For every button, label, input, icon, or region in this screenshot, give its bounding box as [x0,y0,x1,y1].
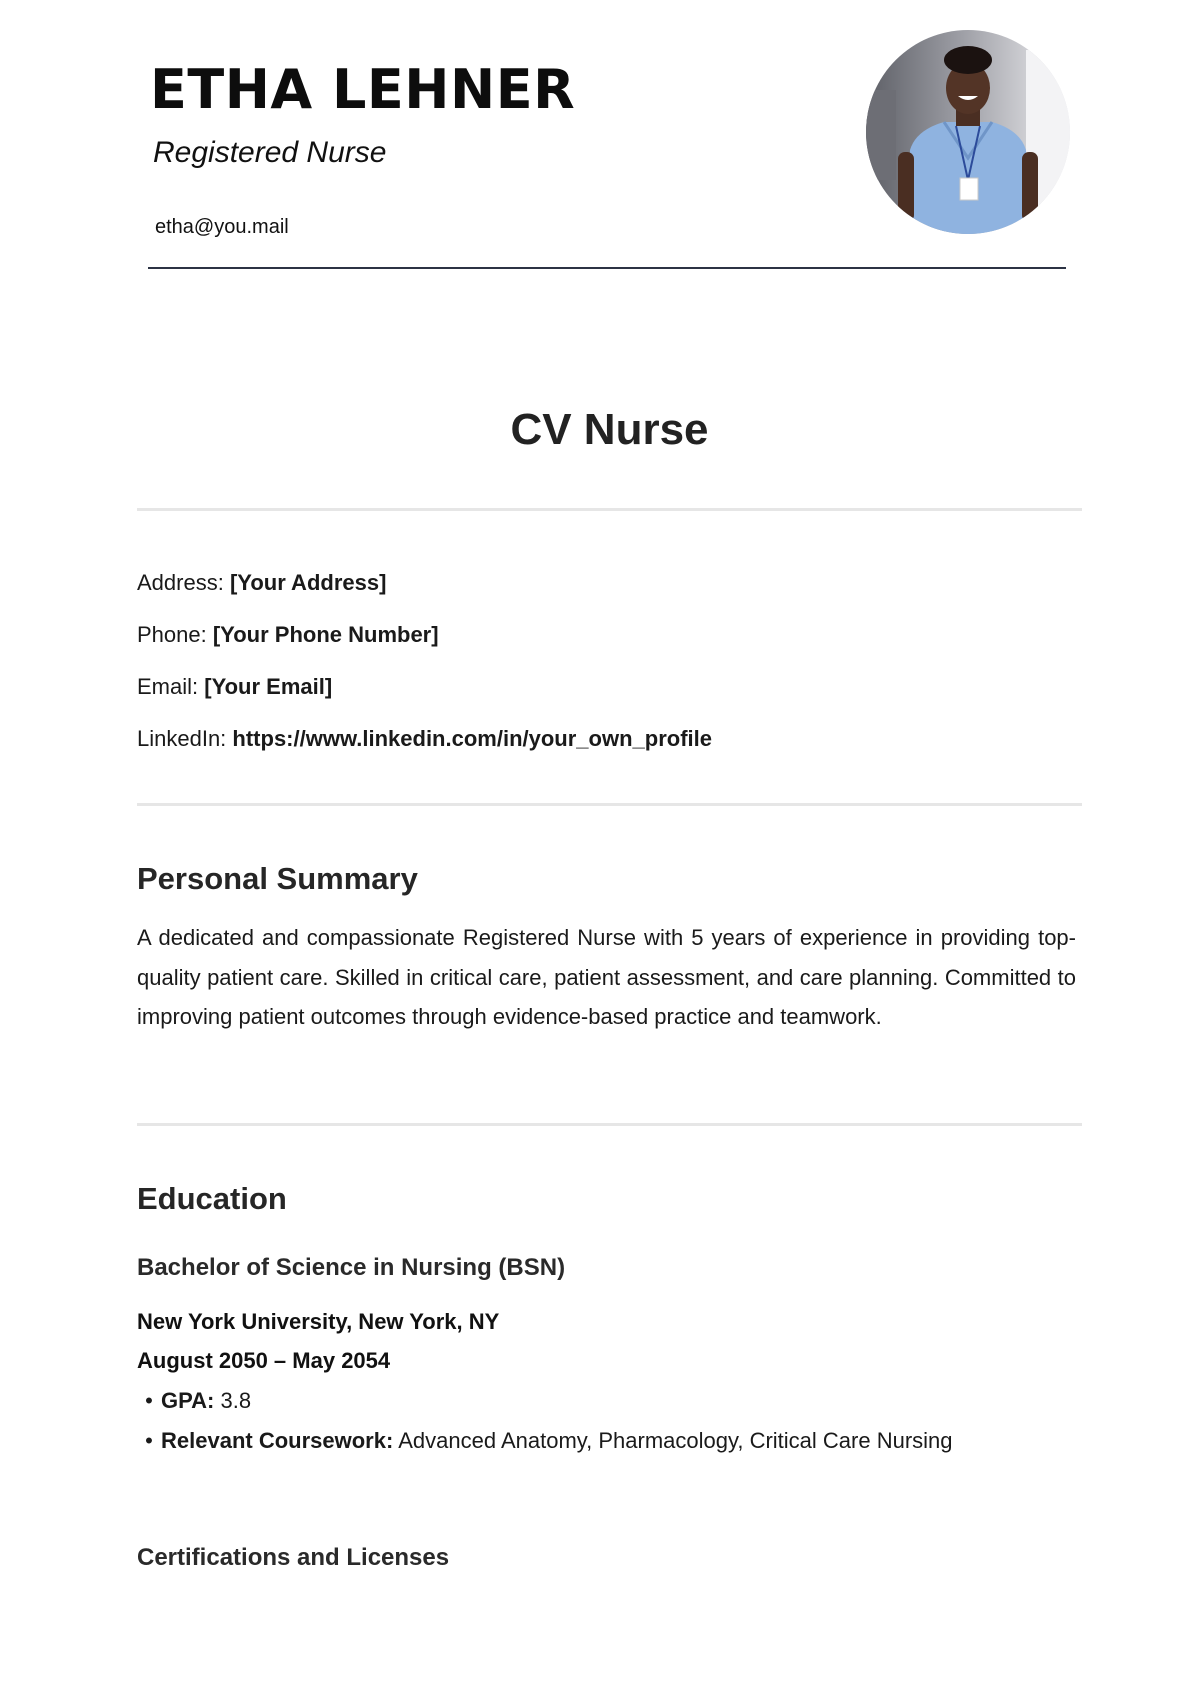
contact-address [137,570,386,596]
detail-value: Advanced Anatomy, Pharmacology, Critical Care Nursing [398,1428,953,1453]
education-heading: Education [137,1181,287,1216]
header-email: etha@you.mail [155,216,289,238]
contact-value: [Your Address] [229,570,387,595]
contact-email [137,674,332,700]
header-divider [148,267,1066,269]
education-dates: August 2050 – May 2054 [137,1348,391,1373]
school-name: New York University, New York, NY [137,1309,500,1334]
document-title: CV Nurse [510,405,709,454]
contact-label: Email: [137,674,199,699]
degree-title: Bachelor of Science in Nursing (BSN) [137,1254,566,1281]
detail-label: GPA: [161,1388,215,1413]
contact-label: Phone: [137,622,207,647]
divider [137,1123,1082,1126]
contact-label: LinkedIn: [137,726,227,751]
certifications-heading: Certifications and Licenses [137,1544,450,1571]
divider [137,803,1082,806]
divider [137,508,1082,511]
contact-value: [Your Phone Number] [212,622,439,647]
summary-heading: Personal Summary [137,861,418,896]
contact-value: https://www.linkedin.com/in/your_own_profile [232,726,712,751]
avatar [866,30,1070,234]
contact-phone [137,622,439,648]
contact-value: [Your Email] [204,674,333,699]
portrait-photo [866,30,1070,234]
contact-label: Address: [137,570,224,595]
summary-text: A dedicated and compassionate Registered Nurse with 5 years of experience in providing top-quality patient care. Skilled in critical care, patient assessment, and care planning. Committed to improving patient outcomes through evidence-based practice and teamwork. [137,925,1076,1029]
education-details [137,1381,953,1461]
list-item: • GPA: 3.8 [145,1388,252,1413]
candidate-name: ETHA LEHNER [150,58,576,121]
header [0,0,1200,290]
list-item: • Relevant Coursework: Advanced Anatomy, Pharmacology, Critical Care Nursing [145,1428,953,1453]
candidate-role: Registered Nurse [153,136,387,169]
contact-linkedin [137,726,712,752]
detail-value: 3.8 [220,1388,252,1413]
detail-label: Relevant Coursework: [161,1428,394,1453]
